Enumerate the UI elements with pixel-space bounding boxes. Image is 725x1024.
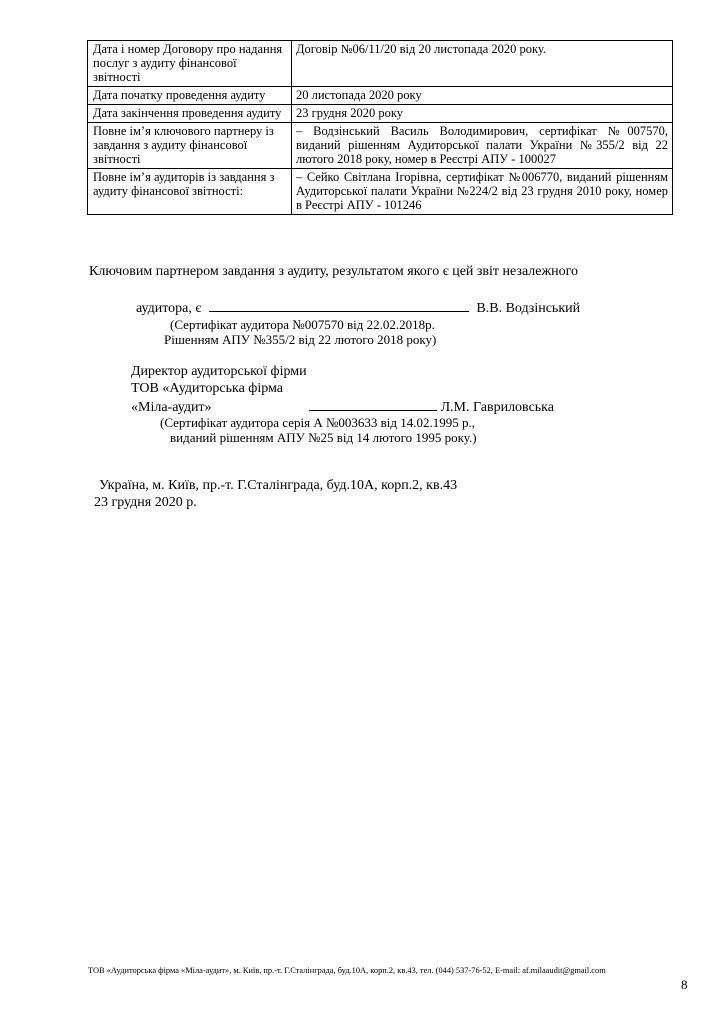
table-row — [88, 87, 673, 105]
page-footer: ТОВ «Аудиторська фірма «Міла-аудит», м. Київ, пр.-т. Г.Сталінграда, буд.10А, корп.2, кв.43, тел. (044) 537-76-52, E-mail: af.milaaudit@gmail.com — [88, 966, 606, 975]
row-value: – Сейко Світлана Ігорівна, сертифікат №006770, виданий рішенням Аудиторської палати України №224/2 від 23 грудня 2010 року, номер в Реєстрі АПУ - 101246 — [292, 169, 673, 215]
row-value: 20 листопада 2020 року — [292, 87, 673, 105]
page-number: 8 — [681, 977, 688, 992]
audit-info-table — [87, 40, 673, 215]
director-cert: (Сертифікат аудитора серія А №003633 від 14.02.1995 р., — [160, 415, 476, 430]
director-signature-line — [131, 398, 554, 416]
partner-role: аудитора, є — [136, 301, 202, 316]
director-decision: виданий рішенням АПУ №25 від 14 лютого 1995 року.) — [170, 430, 477, 445]
partner-signature-line — [136, 299, 580, 317]
row-value: 23 грудня 2020 року — [292, 105, 673, 123]
row-label: Повне ім’я ключового партнеру із завдання з аудиту фінансової звітності — [88, 123, 292, 169]
row-label: Дата закінчення проведення аудиту — [88, 105, 292, 123]
row-label: Повне ім’я аудиторів із завдання з аудиту фінансової звітності: — [88, 169, 292, 215]
signature-line — [309, 398, 437, 411]
row-value: Договір №06/11/20 від 20 листопада 2020 року. — [292, 41, 673, 87]
signature-line — [209, 299, 469, 312]
director-company-line1: ТОВ «Аудиторська фірма — [131, 381, 284, 396]
row-label: Дата і номер Договору про надання послуг з аудиту фінансової звітності — [88, 41, 292, 87]
address-date: 23 грудня 2020 р. — [94, 495, 197, 510]
table-row — [88, 169, 673, 215]
row-value: – Водзінський Василь Володимирович, сертифікат №007570, виданий рішенням Аудиторської палати України №355/2 від 22 лютого 2018 року, номер в Реєстрі АПУ - 100027 — [292, 123, 673, 169]
director-title: Директор аудиторської фірми — [131, 364, 307, 379]
address-line: Україна, м. Київ, пр.-т. Г.Сталінграда, буд.10А, корп.2, кв.43 — [99, 478, 458, 493]
director-name: Л.М. Гавриловська — [440, 400, 554, 415]
row-label: Дата початку проведення аудиту — [88, 87, 292, 105]
table-row — [88, 123, 673, 169]
partner-name: В.В. Водзінський — [476, 301, 581, 316]
partner-cert: (Сертифікат аудитора №007570 від 22.02.2018р. — [170, 317, 435, 332]
partner-decision: Рішенням АПУ №355/2 від 22 лютого 2018 року) — [164, 332, 437, 347]
table-row — [88, 105, 673, 123]
director-company-line2: «Міла-аудит» — [131, 400, 212, 415]
table-row — [88, 41, 673, 87]
partner-intro: Ключовим партнером завдання з аудиту, результатом якого є цей звіт незалежного — [89, 264, 579, 279]
